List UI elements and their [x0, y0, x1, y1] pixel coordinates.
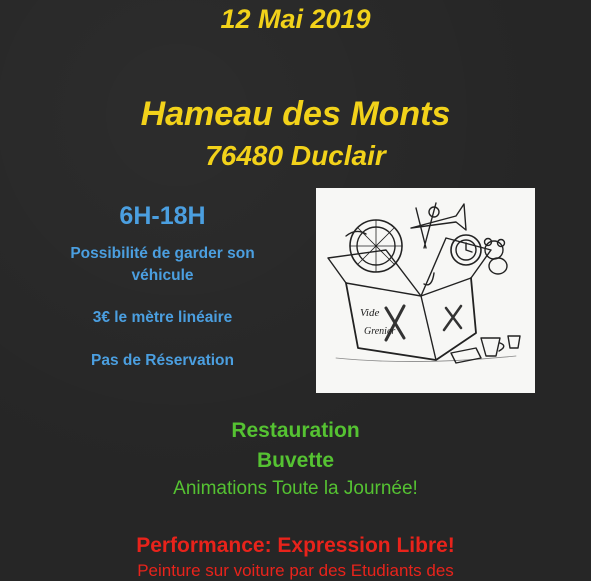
bar-label: Buvette	[256, 449, 335, 472]
animations-label: Animations Toute la Journée!	[173, 478, 418, 499]
performance-detail: Peinture sur voiture par des Etudiants des	[137, 561, 454, 580]
event-date: 12 Mai 2019	[220, 4, 371, 34]
venue-name: Hameau des Monts	[140, 95, 451, 133]
reservation-info: Pas de Réservation	[90, 352, 234, 369]
performance-title: Performance: Expression Libre!	[136, 534, 455, 557]
parking-info: Possibilité de garder son véhicule	[70, 245, 255, 284]
food-label: Restauration	[231, 419, 360, 442]
box-text-vide: Vide	[360, 307, 380, 319]
price-info: 3€ le mètre linéaire	[92, 309, 233, 326]
junk-box-illustration	[316, 188, 535, 393]
opening-hours: 6H-18H	[119, 202, 206, 230]
venue-city: 76480 Duclair	[205, 140, 386, 171]
box-text-grenier: Grenier	[364, 326, 396, 337]
